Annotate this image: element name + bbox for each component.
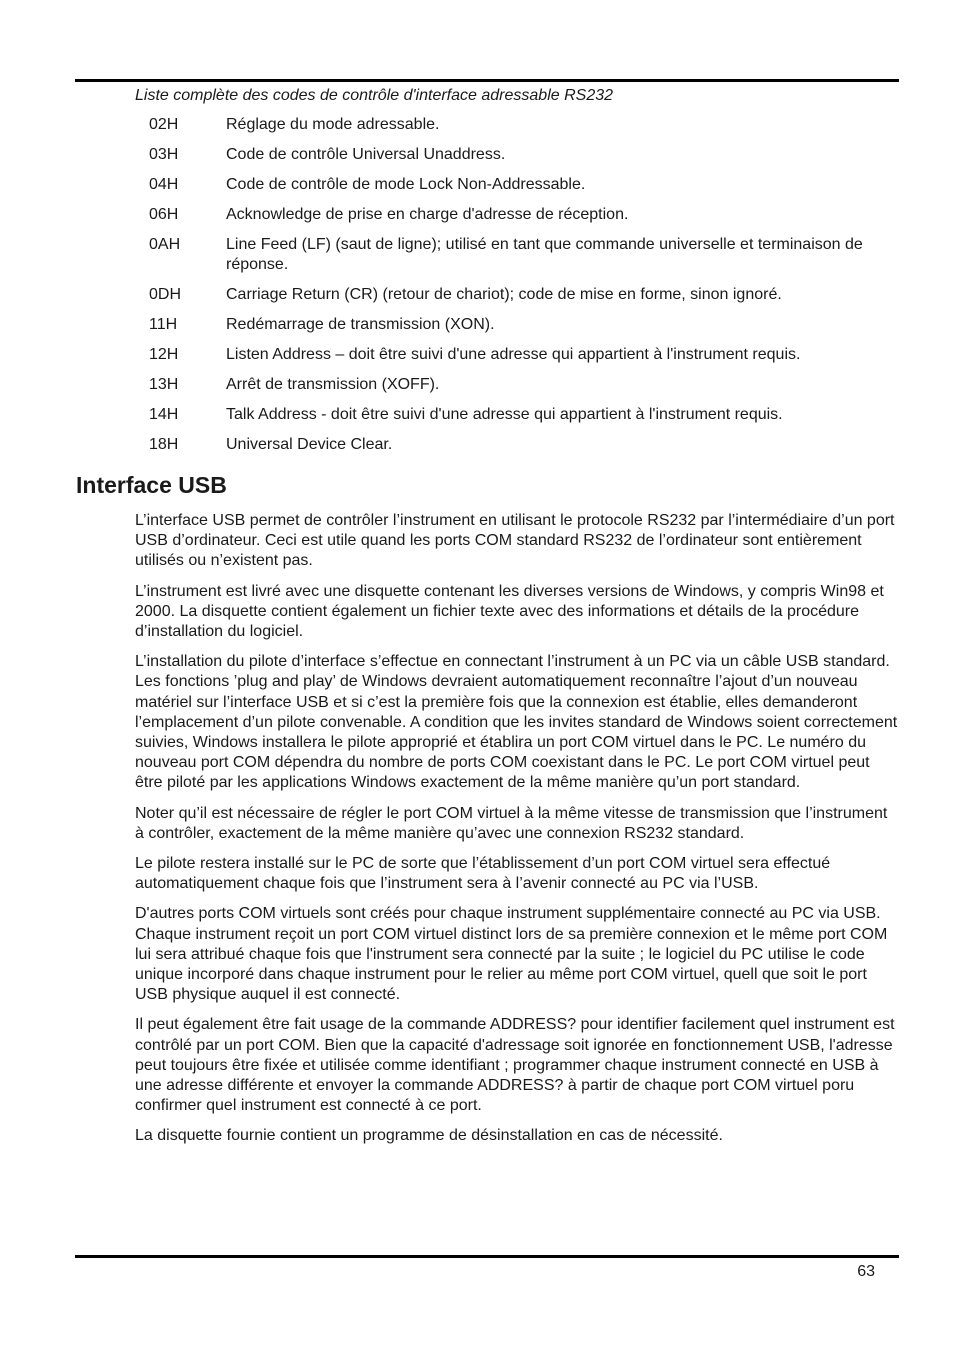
- paragraph: L’instrument est livré avec une disquette contenant les diverses versions de Windows, y compris Win98 et 2000. La disquette contient également un fichier texte avec des informations et détails de la procédure d’installation du logiciel.: [135, 582, 884, 641]
- paragraph: L’interface USB permet de contrôler l’instrument en utilisant le protocole RS232 par l’intermédiaire d’un port USB d’ordinateur. Ceci est utile quand les ports COM standard RS232 de l’ordinateur sont entièrement utilisés ou n’existent pas.: [135, 512, 895, 570]
- paragraph: Le pilote restera installé sur le PC de sorte que l’établissement d’un port COM virtuel sera effectué automatiquement chaque fois que l’instrument sera à l’avenir connecté au PC via l’USB.: [135, 855, 831, 893]
- table-caption: Liste complète des codes de contrôle d'interface adressable RS232: [135, 87, 614, 104]
- control-code-list: [149, 115, 899, 465]
- paragraph: Il peut également être fait usage de la commande ADDRESS? pour identifier facilement quel instrument est contrôlé par un port COM. Bien que la capacité d'adressage soit ignorée en fonctionnement USB, l'adresse peut toujours être fixée et utilisée comme identifiant ; programmer chaque instrument connecté en USB à une adresse différente et envoyer la commande ADDRESS? à partir de chaque port COM virtuel poru confirmer quel instrument est connecté à ce port.: [135, 1016, 895, 1115]
- code-value: 06H: [149, 206, 179, 223]
- code-row: [149, 145, 899, 165]
- section-body: [135, 511, 899, 1157]
- code-description: Réglage du mode adressable.: [226, 116, 440, 133]
- code-value: 02H: [149, 116, 179, 133]
- code-description: Code de contrôle de mode Lock Non-Addressable.: [226, 176, 586, 193]
- code-description: Redémarrage de transmission (XON).: [226, 316, 495, 333]
- code-row: [149, 235, 899, 275]
- code-value: 03H: [149, 146, 179, 163]
- code-description: Line Feed (LF) (saut de ligne); utilisé en tant que commande universelle et terminaison de réponse.: [226, 236, 863, 273]
- code-row: [149, 375, 899, 395]
- code-value: 0AH: [149, 236, 181, 253]
- paragraph: Noter qu’il est nécessaire de régler le port COM virtuel à la même vitesse de transmission que l’instrument à contrôler, exactement de la même manière qu’avec une connexion RS232 standard.: [135, 804, 888, 842]
- bottom-rule: [75, 1255, 899, 1258]
- code-row: [149, 175, 899, 195]
- code-description: Arrêt de transmission (XOFF).: [226, 376, 440, 393]
- code-description: Code de contrôle Universal Unaddress.: [226, 146, 506, 163]
- paragraph: L’installation du pilote d’interface s’effectue en connectant l’instrument à un PC via un câble USB standard. Les fonctions ’plug and play’ de Windows devraient automatiquement reconnaître l’ajout d’un nouveau matériel sur l’interface USB et si c’est la première fois que la connexion est établie, elles demanderont l’emplacement d’un pilote convenable. A condition que les invites standard de Windows soient correctement suivies, Windows installera le pilote approprié et établira un port COM virtuel dans le PC. Le numéro du nouveau port COM dépendra du nombre de ports COM coexistant dans le PC. Le port COM virtuel peut être piloté par les applications Windows exactement de la même manière qu’un port standard.: [135, 653, 898, 792]
- code-value: 04H: [149, 176, 179, 193]
- code-value: 12H: [149, 346, 179, 363]
- code-description: Listen Address – doit être suivi d'une adresse qui appartient à l'instrument requis.: [226, 346, 801, 363]
- code-row: [149, 345, 899, 365]
- code-row: [149, 435, 899, 455]
- code-row: [149, 405, 899, 425]
- page-number: 63: [857, 1263, 875, 1280]
- code-description: Acknowledge de prise en charge d'adresse de réception.: [226, 206, 629, 223]
- top-rule: [75, 79, 899, 82]
- code-description: Talk Address - doit être suivi d'une adresse qui appartient à l'instrument requis.: [226, 406, 783, 423]
- code-value: 18H: [149, 436, 179, 453]
- code-row: [149, 205, 899, 225]
- code-description: Carriage Return (CR) (retour de chariot); code de mise en forme, sinon ignoré.: [226, 286, 782, 303]
- code-row: [149, 115, 899, 135]
- code-row: [149, 315, 899, 335]
- code-value: 11H: [149, 316, 178, 333]
- code-description: Universal Device Clear.: [226, 436, 393, 453]
- code-row: [149, 285, 899, 305]
- paragraph: D'autres ports COM virtuels sont créés pour chaque instrument supplémentaire connecté au PC via USB. Chaque instrument reçoit un port COM virtuel distinct lors de sa première connexion et le même port COM lui sera attribué chaque fois que l'instrument sera connecté par la suite ; le logiciel du PC utilise le code unique incorporé dans chaque instrument pour le relier au même port COM virtuel, quell que soit le port USB physique auquel il est connecté.: [135, 905, 888, 1004]
- code-value: 13H: [149, 376, 179, 393]
- code-value: 0DH: [149, 286, 182, 303]
- section-heading: Interface USB: [76, 472, 227, 498]
- code-value: 14H: [149, 406, 179, 423]
- paragraph: La disquette fournie contient un programme de désinstallation en cas de nécessité.: [135, 1127, 723, 1145]
